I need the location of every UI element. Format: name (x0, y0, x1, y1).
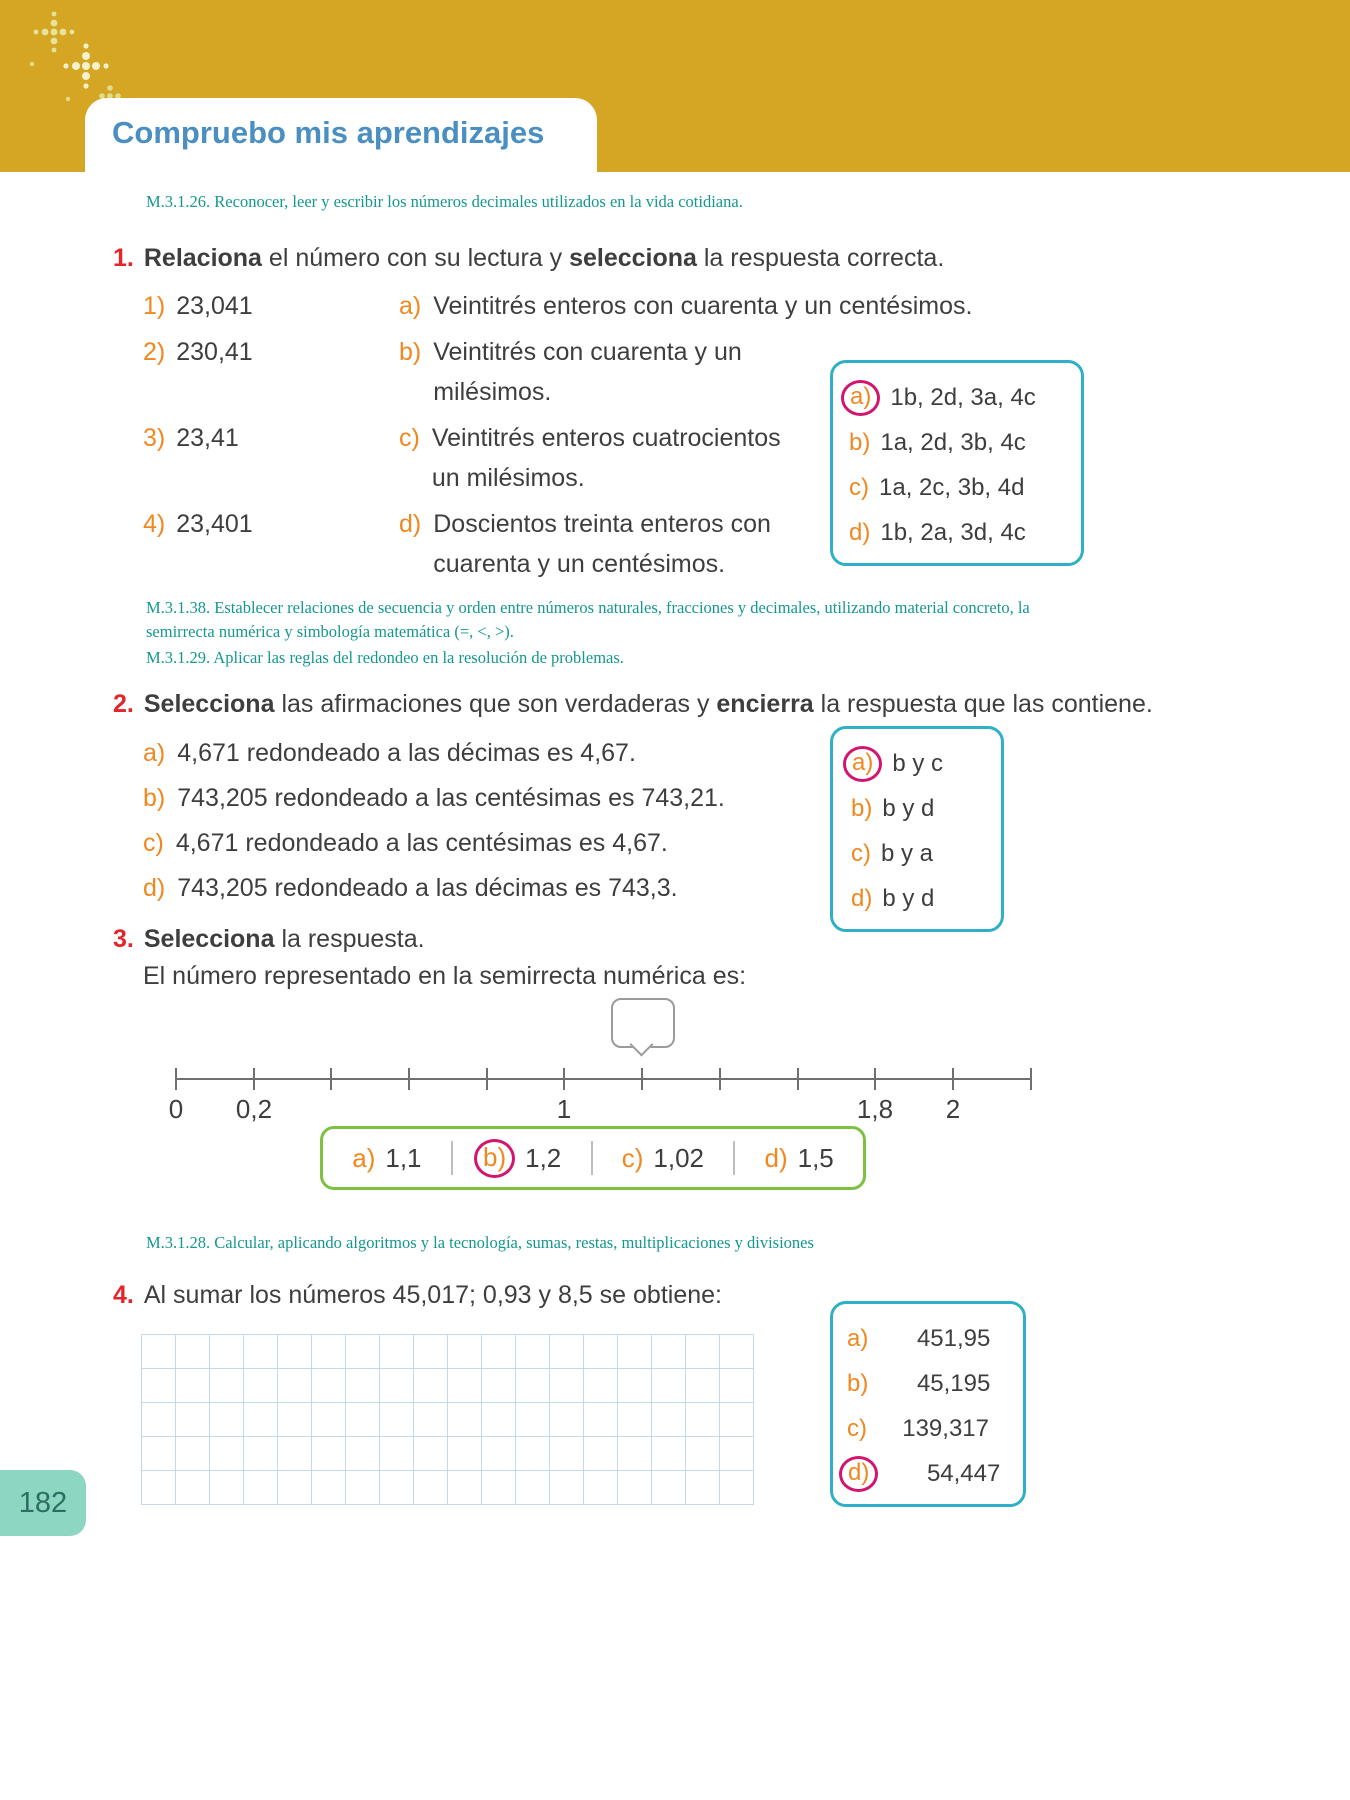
number-item-3 (143, 418, 399, 498)
exercise2-keyword-2: encierra (716, 690, 814, 718)
exercise1-number: 1. (113, 244, 134, 272)
answer-row-d (851, 876, 1001, 921)
tick-mark (1030, 1068, 1032, 1090)
answer-letter: c) (849, 473, 869, 501)
tick-label-0: 0 (168, 1094, 184, 1124)
divider (591, 1141, 593, 1175)
tick-mark (641, 1068, 643, 1090)
exercise1-keyword-1: Relaciona (143, 244, 262, 272)
answer-row-c (849, 465, 1081, 510)
choice-c (622, 1143, 704, 1174)
answer-value: 45,195 (916, 1369, 991, 1397)
statement-c (143, 821, 725, 866)
reading-option-c (399, 418, 781, 498)
tick-label-1: 1 (556, 1094, 572, 1124)
answer-letter: b) (851, 794, 873, 822)
answer-value: 54,447 (926, 1459, 1001, 1487)
tick-label-2: 2 (945, 1094, 961, 1124)
answer-value: 139,317 (902, 1414, 989, 1442)
tick-mark (175, 1068, 177, 1090)
circled-answer-letter: d) (839, 1456, 878, 1492)
answer-row-a (851, 741, 1001, 786)
tick-mark (563, 1068, 565, 1090)
exercise4-text: Al sumar los números 45,017; 0,93 y 8,5 se obtiene: (143, 1281, 722, 1309)
number-item-1 (143, 286, 399, 326)
exercise2-keyword-1: Selecciona (143, 690, 275, 718)
exercise3-heading (113, 925, 425, 954)
reading-option-d (399, 504, 771, 584)
circled-answer-letter: a) (841, 380, 880, 416)
number-item-2 (143, 332, 399, 412)
answer-value: 1a, 2d, 3b, 4c (880, 428, 1026, 456)
page-number-tab (0, 1470, 86, 1536)
tick-mark (719, 1068, 721, 1090)
item-value: 23,041 (176, 292, 253, 320)
exercise4-answer-box (830, 1301, 1026, 1507)
answer-letter: d) (851, 884, 873, 912)
choice-value: 1,5 (797, 1142, 834, 1173)
exercise1-answer-box (830, 360, 1084, 566)
exercise1-heading (113, 244, 944, 273)
choice-letter: c) (621, 1142, 644, 1173)
answer-value: 1b, 2a, 3d, 4c (880, 518, 1026, 546)
tick-mark (952, 1068, 954, 1090)
circled-answer-letter: a) (843, 746, 882, 782)
option-letter: d) (143, 874, 166, 902)
reading-option-a (399, 286, 972, 326)
curriculum-standard-2a: M.3.1.38. Establecer relaciones de secuencia y orden entre números naturales, fracciones y decimales, utilizando material concreto, la semirrecta numérica y simbología matemática (=, <, >). (146, 598, 1030, 641)
curriculum-standard-2b: M.3.1.29. Aplicar las reglas del redondeo en la resolución de problemas. (146, 647, 624, 667)
tick-mark (797, 1068, 799, 1090)
choice-d (764, 1143, 833, 1174)
answer-value: 451,95 (916, 1324, 991, 1352)
choice-value: 1,2 (525, 1142, 562, 1173)
choice-letter: a) (352, 1142, 376, 1173)
option-letter: b) (143, 784, 166, 812)
answer-row-b (847, 1361, 1023, 1406)
answer-row-d (849, 510, 1081, 555)
working-grid (141, 1334, 754, 1505)
option-letter: b) (399, 338, 422, 366)
statement-text: 743,205 redondeado a las décimas es 743,3. (177, 874, 678, 902)
tick-mark (253, 1068, 255, 1090)
curriculum-standard-1: M.3.1.26. Reconocer, leer y escribir los números decimales utilizados en la vida cotidiana. (146, 192, 743, 211)
answer-value: b y d (882, 884, 935, 912)
answer-row-b (851, 786, 1001, 831)
curriculum-standards-2 (146, 596, 1096, 672)
tick-mark (330, 1068, 332, 1090)
exercise3-keyword-1: Selecciona (143, 925, 275, 953)
page-title: Compruebo mis aprendizajes (112, 115, 545, 150)
divider (733, 1141, 735, 1175)
answer-row-a (849, 375, 1081, 420)
statement-b (143, 776, 725, 821)
number-item-4 (143, 504, 399, 584)
answer-row-c (847, 1406, 1023, 1451)
item-index: 4) (143, 510, 166, 538)
option-letter: c) (143, 829, 164, 857)
exercise4-number: 4. (113, 1281, 134, 1309)
exercise2-number: 2. (113, 690, 134, 718)
exercise3-answer-strip (320, 1126, 866, 1190)
choice-letter: d) (764, 1142, 788, 1173)
tick-mark (874, 1068, 876, 1090)
statement-text: 4,671 redondeado a las décimas es 4,67. (177, 739, 636, 767)
item-value: 23,41 (176, 424, 239, 452)
choice-value: 1,02 (653, 1142, 705, 1173)
exercise4-heading (113, 1281, 722, 1310)
item-value: 23,401 (176, 510, 253, 538)
tick-mark (408, 1068, 410, 1090)
answer-letter: c) (851, 839, 871, 867)
option-text: Veintitrés con cuarenta y un milésimos. (433, 338, 742, 406)
exercise1-keyword-2: selecciona (569, 244, 697, 272)
exercise1-text-2: la respuesta correcta. (696, 244, 945, 272)
answer-row-a (847, 1316, 1023, 1361)
tick-mark (486, 1068, 488, 1090)
option-text: Veintitrés enteros cuatrocientos un milésimos. (431, 424, 781, 492)
exercise3-text-1: la respuesta. (274, 925, 425, 953)
match-row-1 (143, 286, 972, 326)
answer-value: b y a (881, 839, 934, 867)
option-text: Veintitrés enteros con cuarenta y un centésimos. (433, 292, 973, 320)
answer-letter: c) (847, 1414, 867, 1442)
exercise2-answer-box (830, 726, 1004, 932)
choice-b (482, 1139, 561, 1178)
tick-label-1-8: 1,8 (856, 1094, 894, 1124)
page-number: 182 (18, 1486, 68, 1519)
choice-a (352, 1143, 421, 1174)
answer-letter: a) (847, 1324, 869, 1352)
answer-value: b y c (892, 749, 944, 777)
answer-row-d (847, 1451, 1023, 1496)
page-header-band (0, 0, 1350, 172)
exercise2-text-1: las afirmaciones que son verdaderas y (274, 690, 717, 718)
choice-value: 1,1 (385, 1142, 422, 1173)
answer-row-c (851, 831, 1001, 876)
item-value: 230,41 (176, 338, 253, 366)
statement-text: 743,205 redondeado a las centésimas es 743,21. (177, 784, 725, 812)
statement-d (143, 866, 725, 911)
answer-letter: b) (847, 1369, 869, 1397)
option-text: Doscientos treinta enteros con cuarenta y un centésimos. (433, 510, 771, 578)
answer-value: 1a, 2c, 3b, 4d (879, 473, 1025, 501)
item-index: 1) (143, 292, 166, 320)
tick-label-0-2: 0,2 (235, 1094, 273, 1124)
exercise2-text-2: la respuesta que las contiene. (813, 690, 1153, 718)
exercise2-option-list (143, 731, 725, 911)
item-index: 2) (143, 338, 166, 366)
number-line (165, 998, 1045, 1124)
title-tab (85, 98, 597, 172)
option-letter: c) (399, 424, 420, 452)
divider (451, 1141, 453, 1175)
reading-option-b (399, 332, 742, 412)
answer-value: 1b, 2d, 3a, 4c (890, 383, 1036, 411)
curriculum-standard-3: M.3.1.28. Calcular, aplicando algoritmos y la tecnología, sumas, restas, multiplicaciones y divisiones (146, 1233, 814, 1252)
answer-letter: d) (849, 518, 871, 546)
option-letter: a) (143, 739, 166, 767)
exercise3-number: 3. (113, 925, 134, 953)
item-index: 3) (143, 424, 166, 452)
answer-value: b y d (882, 794, 935, 822)
number-line-axis (175, 1078, 1032, 1080)
exercise1-text-1: el número con su lectura y (261, 244, 570, 272)
exercise2-heading (113, 690, 1153, 719)
exercise3-subtitle: El número representado en la semirrecta numérica es: (143, 962, 747, 990)
circled-choice-letter: b) (474, 1139, 515, 1178)
answer-row-b (849, 420, 1081, 465)
answer-letter: b) (849, 428, 871, 456)
option-letter: d) (399, 510, 422, 538)
option-letter: a) (399, 292, 422, 320)
statement-a (143, 731, 725, 776)
statement-text: 4,671 redondeado a las centésimas es 4,67. (175, 829, 668, 857)
